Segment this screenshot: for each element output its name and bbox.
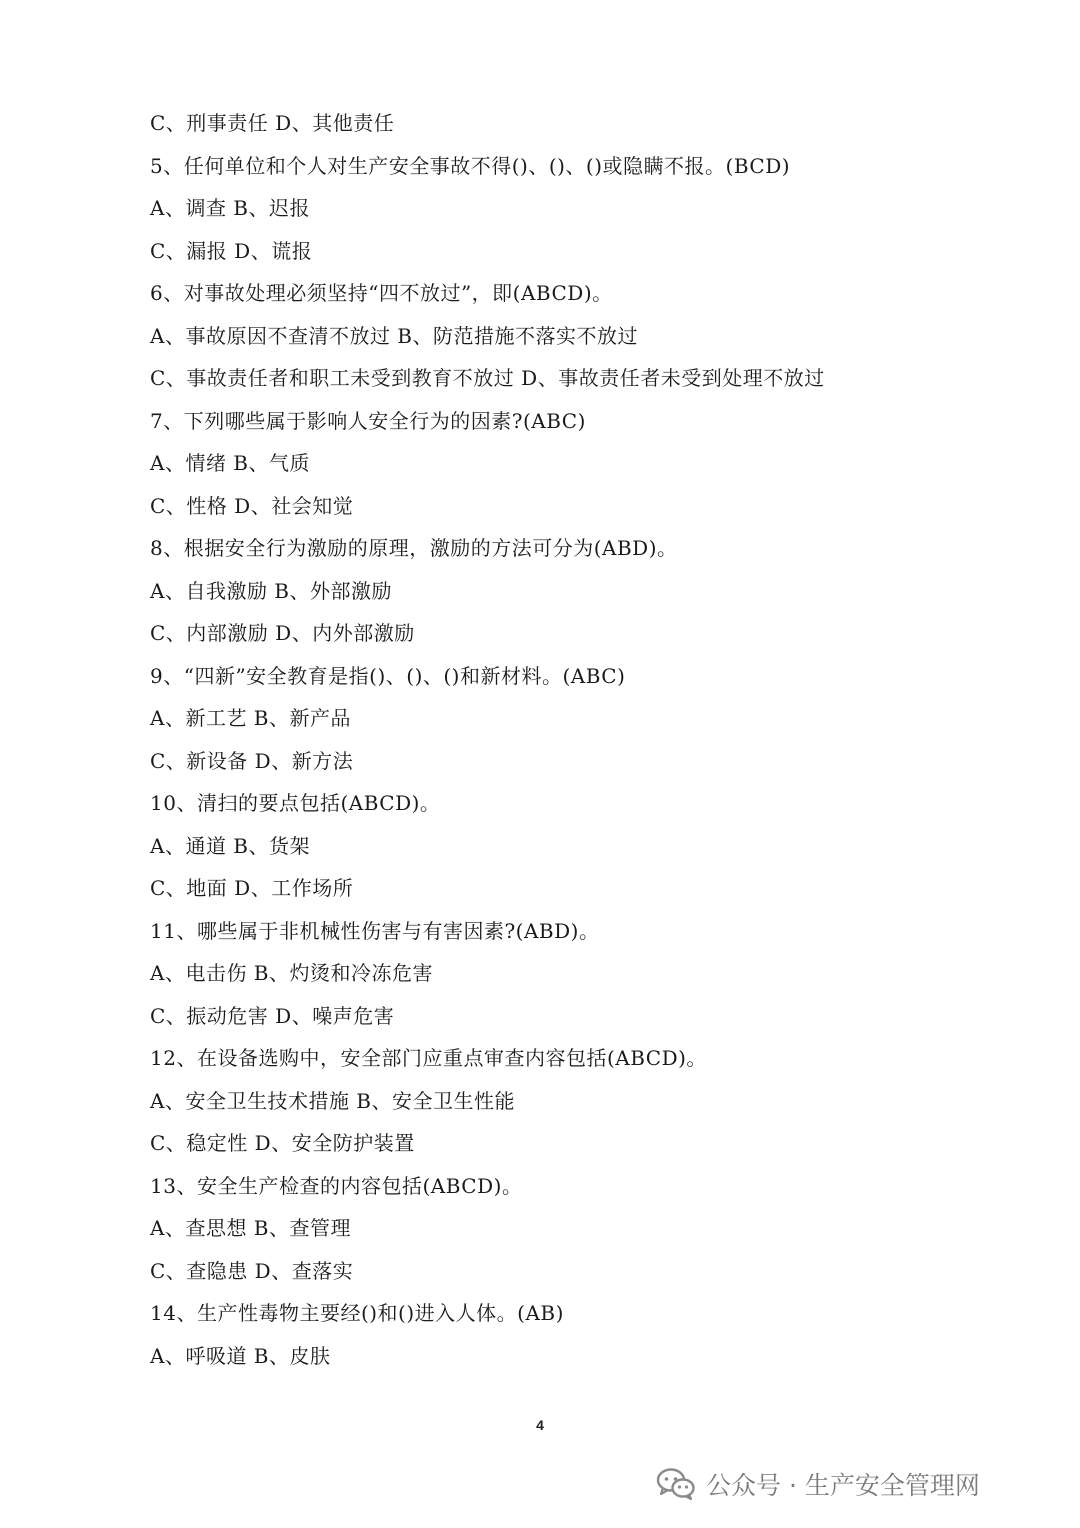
wechat-icon bbox=[656, 1467, 696, 1501]
option-line: A、情绪 B、气质 bbox=[150, 451, 310, 475]
option-line: A、电击伤 B、灼烫和冷冻危害 bbox=[150, 961, 433, 985]
option-line: C、事故责任者和职工未受到教育不放过 D、事故责任者未受到处理不放过 bbox=[150, 366, 825, 390]
question-line: 5、任何单位和个人对生产安全事故不得()、()、()或隐瞒不报。(BCD) bbox=[150, 153, 791, 178]
option-line: C、查隐患 D、查落实 bbox=[150, 1258, 354, 1283]
option-line: A、事故原因不查清不放过 B、防范措施不落实不放过 bbox=[150, 323, 638, 348]
question-line: 14、生产性毒物主要经()和()进入人体。(AB) bbox=[150, 1301, 564, 1325]
question-line: 11、哪些属于非机械性伤害与有害因素?(ABD)。 bbox=[150, 918, 600, 943]
option-line: A、自我激励 B、外部激励 bbox=[150, 578, 392, 603]
question-line: 6、对事故处理必须坚持“四不放过”，即(ABCD)。 bbox=[150, 281, 613, 305]
question-list bbox=[150, 102, 1030, 1377]
option-line: A、安全卫生技术措施 B、安全卫生性能 bbox=[150, 1088, 515, 1113]
option-line: A、通道 B、货架 bbox=[150, 833, 310, 858]
option-line: C、漏报 D、谎报 bbox=[150, 238, 313, 263]
question-line: 9、“四新”安全教育是指()、()、()和新材料。(ABC) bbox=[150, 663, 626, 688]
watermark bbox=[656, 1462, 980, 1506]
option-line: A、呼吸道 B、皮肤 bbox=[150, 1343, 331, 1368]
question-line: 10、清扫的要点包括(ABCD)。 bbox=[150, 791, 441, 815]
question-line: 7、下列哪些属于影响人安全行为的因素?(ABC) bbox=[150, 408, 586, 433]
option-line: C、内部激励 D、内外部激励 bbox=[150, 621, 415, 645]
option-line: A、新工艺 B、新产品 bbox=[150, 706, 351, 730]
text-line: C、刑事责任 D、其他责任 bbox=[150, 111, 395, 135]
question-line: 13、安全生产检查的内容包括(ABCD)。 bbox=[150, 1173, 523, 1198]
option-line: C、振动危害 D、噪声危害 bbox=[150, 1003, 395, 1028]
watermark-text: 公众号 · 生产安全管理网 bbox=[706, 1471, 980, 1500]
question-line: 12、在设备选购中，安全部门应重点审查内容包括(ABCD)。 bbox=[150, 1046, 707, 1070]
page-number: 4 bbox=[536, 1417, 544, 1433]
option-line: C、性格 D、社会知觉 bbox=[150, 493, 354, 518]
option-line: A、查思想 B、查管理 bbox=[150, 1216, 351, 1240]
option-line: C、稳定性 D、安全防护装置 bbox=[150, 1131, 415, 1155]
option-line: C、新设备 D、新方法 bbox=[150, 748, 354, 773]
option-line: A、调查 B、迟报 bbox=[150, 196, 310, 220]
option-line: C、地面 D、工作场所 bbox=[150, 876, 354, 900]
question-line: 8、根据安全行为激励的原理，激励的方法可分为(ABD)。 bbox=[150, 536, 678, 560]
